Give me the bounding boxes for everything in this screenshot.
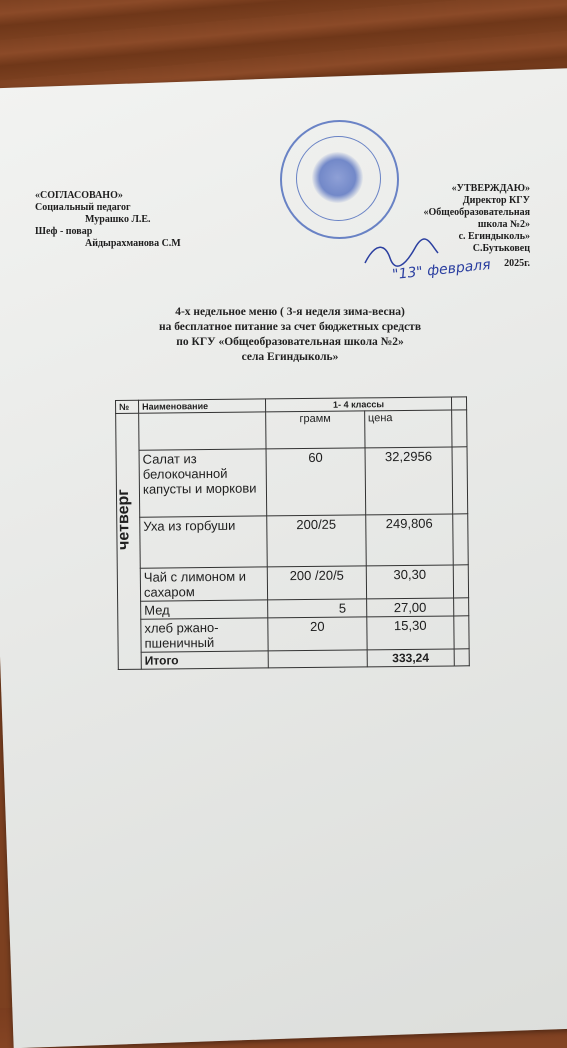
item-gram: 5 [268, 599, 367, 618]
subheader-gram: грамм [266, 411, 365, 449]
day-cell [116, 413, 142, 669]
year: 2025г. [504, 258, 530, 269]
director-label: Директор КГУ [462, 195, 530, 206]
table-row [116, 447, 468, 518]
village-name: с. Егиндыколь» [458, 231, 530, 242]
table-row [118, 616, 469, 653]
handwritten-date: "13" февраля [391, 256, 492, 284]
school-name-1: «Общеобразовательная [423, 207, 530, 218]
item-gram: 200/25 [267, 515, 366, 567]
item-price: 30,30 [366, 565, 454, 599]
subheader-price: цена [364, 410, 452, 448]
header-pad [451, 397, 466, 410]
chef-name: Айдырахманова С.М [85, 238, 181, 249]
school-name-2: школа №2» [477, 219, 530, 230]
table-row [117, 565, 468, 602]
item-name: Мед [141, 600, 268, 619]
header-name: Наименование [139, 399, 266, 413]
total-label: Итого [141, 651, 268, 669]
title-line-3: по КГУ «Общеобразовательная школа №2» [176, 336, 404, 348]
director-name: С.Бутьковец [472, 243, 530, 254]
item-name: хлеб ржано-пшеничный [141, 618, 268, 652]
day-label: четверг [114, 488, 133, 550]
total-row [118, 649, 469, 670]
menu-title [100, 305, 480, 365]
social-teacher-name: Мурашко Л.Е. [85, 214, 151, 225]
item-price: 27,00 [366, 598, 453, 617]
item-gram: 20 [268, 617, 367, 651]
subheader-row [116, 410, 467, 451]
header-num: № [116, 400, 139, 413]
total-value: 333,24 [367, 649, 454, 667]
title-line-1: 4-х недельное меню ( 3-я неделя зима-весна) [175, 306, 405, 318]
title-line-2: на бесплатное питание за счет бюджетных средств [158, 321, 422, 333]
subheader-empty [139, 412, 266, 450]
social-teacher-label: Социальный педагог [35, 202, 131, 213]
item-price: 15,30 [367, 616, 455, 650]
item-price: 249,806 [366, 514, 454, 566]
item-gram: 60 [266, 448, 366, 516]
title-line-4: села Егиндыколь» [241, 351, 339, 363]
approve-heading: «УТВЕРЖДАЮ» [451, 183, 530, 194]
seal-emblem [312, 152, 363, 203]
item-price: 32,2956 [365, 447, 453, 515]
approval-block-left [35, 190, 181, 250]
item-gram: 200 /20/5 [267, 566, 366, 600]
item-name: Салат из белокочанной капусты и моркови [139, 449, 267, 517]
official-seal [280, 120, 399, 239]
table-row [117, 514, 469, 569]
item-name: Уха из горбуши [140, 516, 268, 568]
header-group: 1- 4 классы [265, 397, 451, 412]
chef-label: Шеф - повар [35, 226, 93, 237]
agreed-heading: «СОГЛАСОВАНО» [35, 190, 123, 201]
menu-table [115, 396, 470, 670]
item-name: Чай с лимоном и сахаром [140, 567, 267, 601]
